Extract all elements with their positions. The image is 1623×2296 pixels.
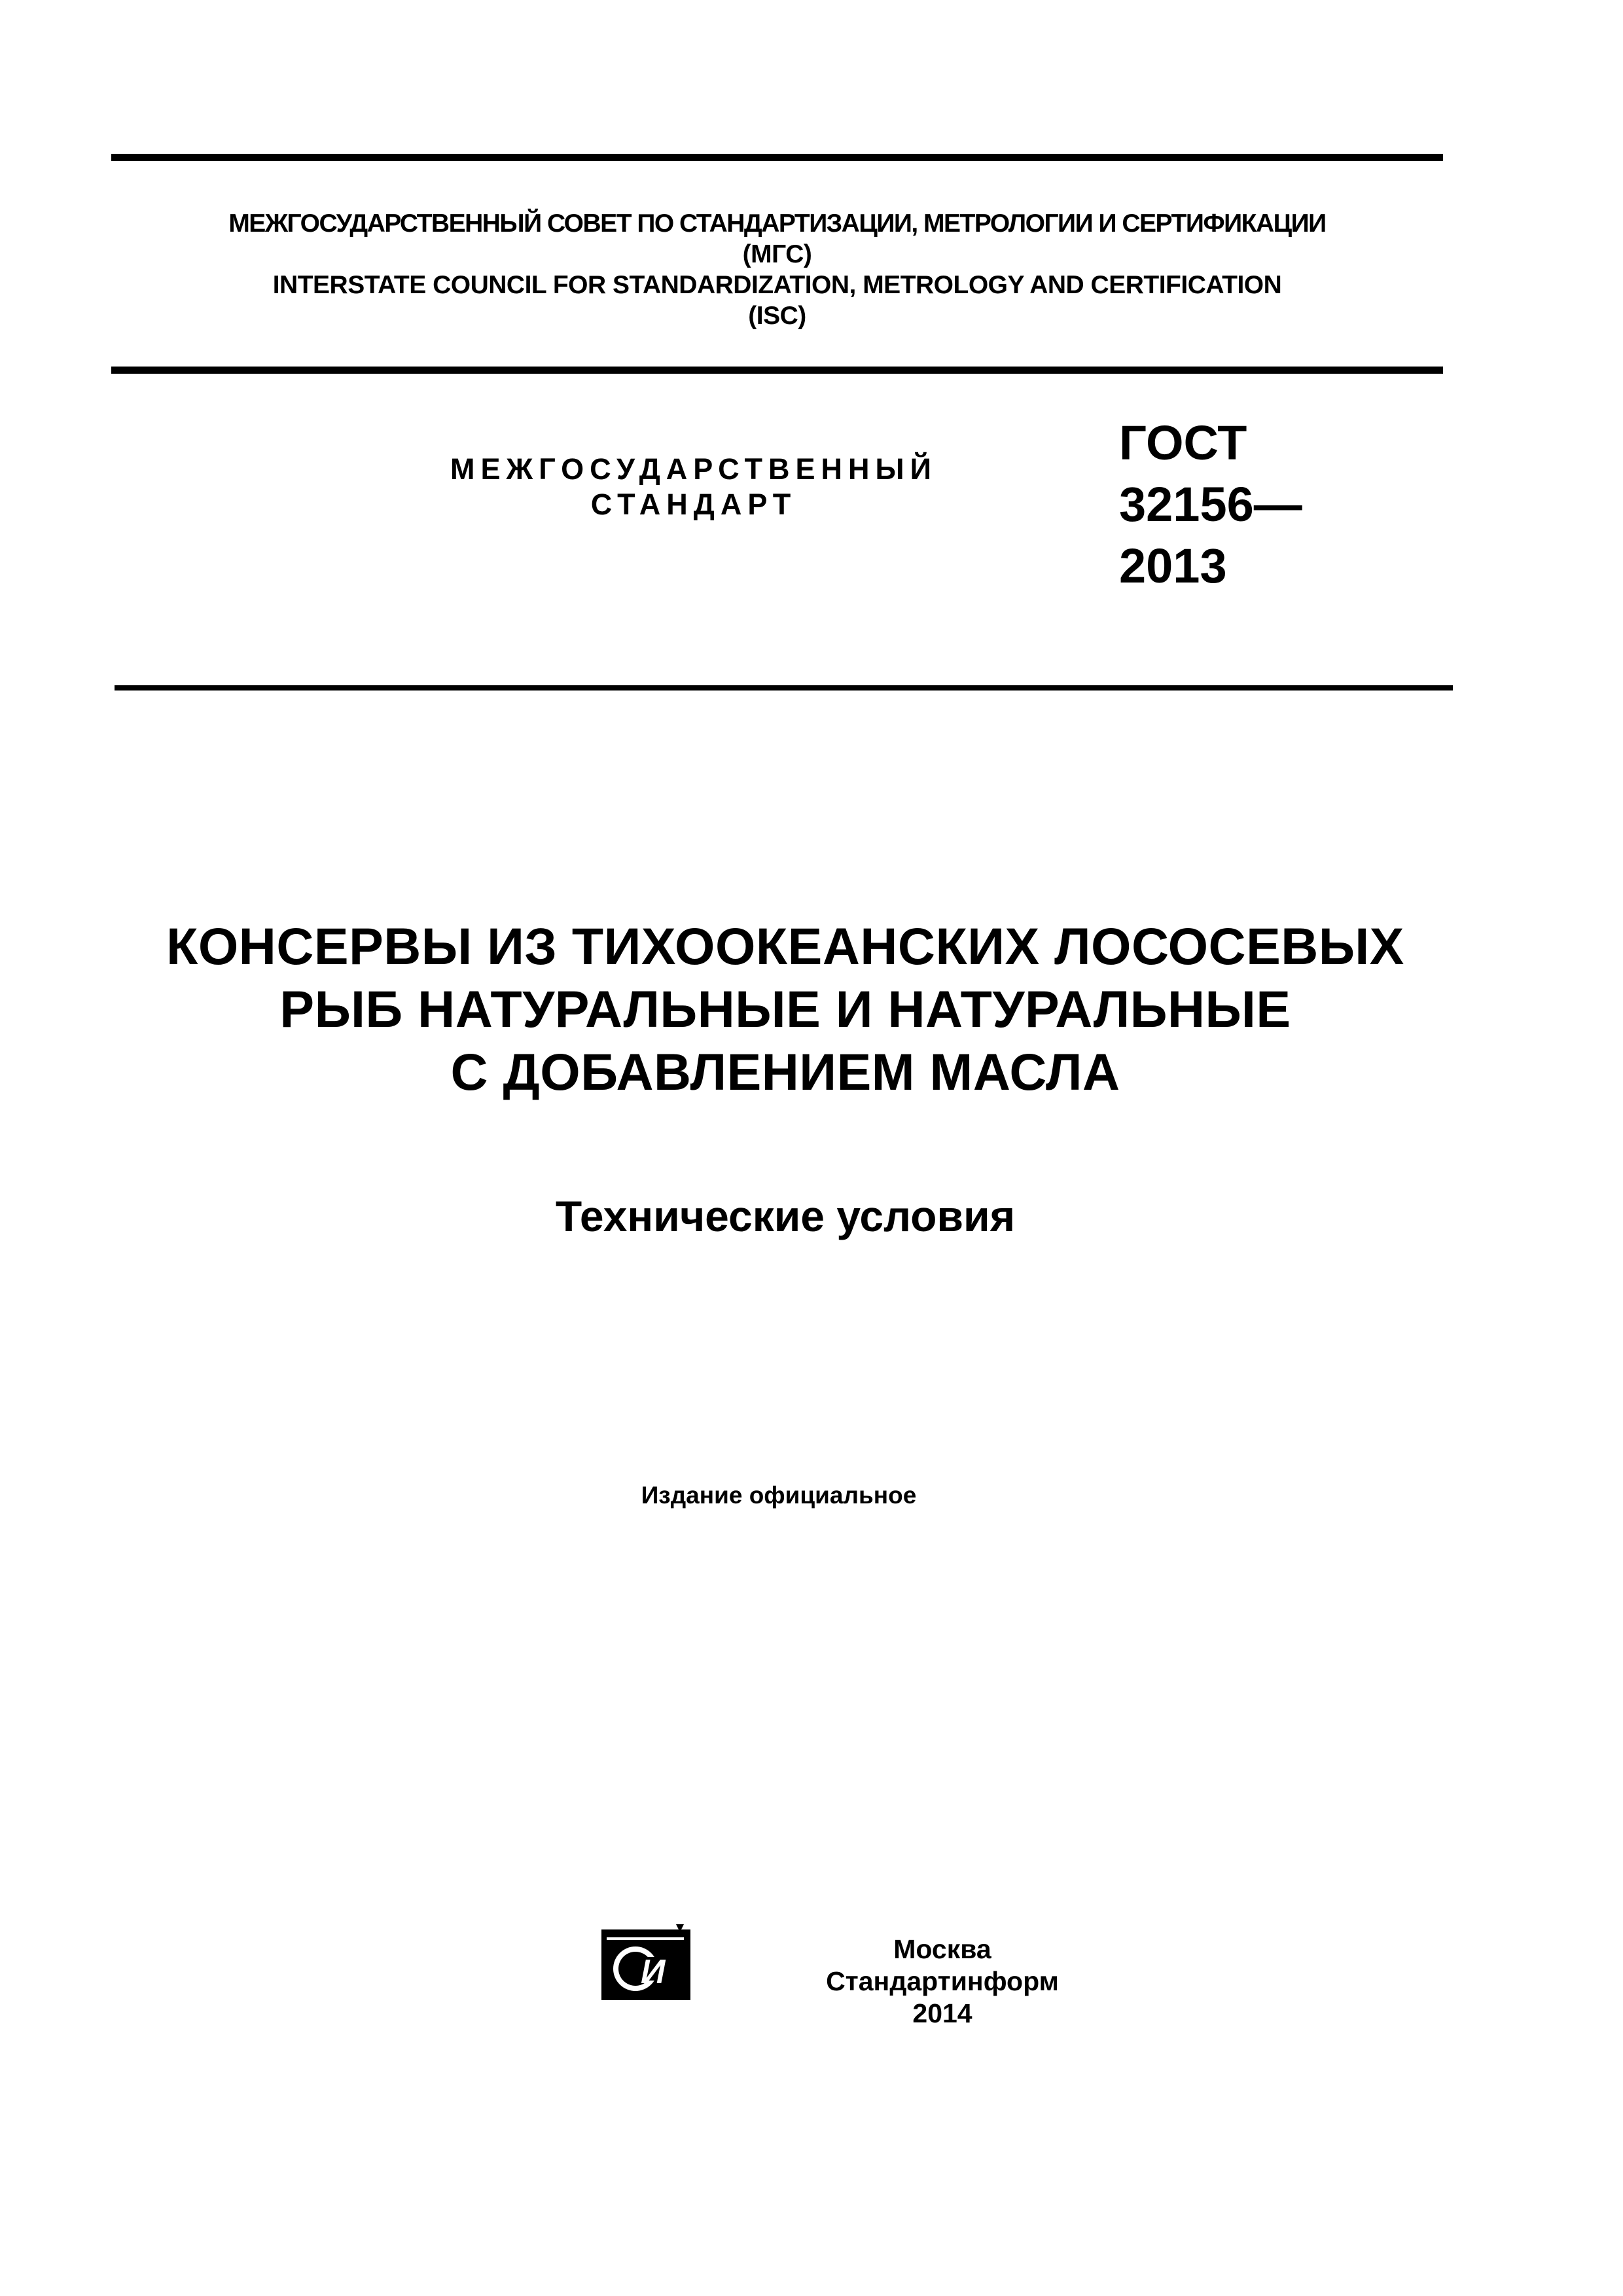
- publisher-year: 2014: [912, 1998, 972, 2028]
- publisher-block: [772, 1933, 1113, 2030]
- gost-number: 32156—: [1119, 477, 1302, 531]
- designation-rule: [115, 685, 1453, 691]
- header-bottom-rule: [111, 367, 1443, 374]
- council-name-ru: МЕЖГОСУДАРСТВЕННЫЙ СОВЕТ ПО СТАНДАРТИЗАЦИИ, МЕТРОЛОГИИ И СЕРТИФИКАЦИИ: [228, 209, 1326, 238]
- svg-text:И: И: [641, 1953, 666, 1991]
- edition-label: Издание официальное: [641, 1482, 917, 1509]
- council-abbr-en: (ISC): [748, 302, 806, 330]
- standard-kind-line2: СТАНДАРТ: [590, 488, 797, 521]
- document-subtitle: Технические условия: [555, 1192, 1016, 1240]
- council-abbr-ru: (МГС): [742, 240, 812, 268]
- publisher-name: Стандартинформ: [826, 1966, 1059, 1996]
- top-rule: [111, 154, 1443, 161]
- standard-kind-line1: МЕЖГОСУДАРСТВЕННЫЙ: [450, 452, 937, 486]
- gost-label: ГОСТ: [1119, 416, 1247, 470]
- document-title: [98, 915, 1472, 1103]
- title-line3: С ДОБАВЛЕНИЕМ МАСЛА: [450, 1043, 1120, 1101]
- standartinform-logo-icon: [597, 1923, 694, 2003]
- council-header: [111, 208, 1443, 331]
- publisher-city: Москва: [893, 1934, 991, 1964]
- title-line2: РЫБ НАТУРАЛЬНЫЕ И НАТУРАЛЬНЫЕ: [279, 980, 1291, 1038]
- gost-designation: [1119, 412, 1394, 597]
- gost-year: 2013: [1119, 539, 1227, 593]
- council-name-en: INTERSTATE COUNCIL FOR STANDARDIZATION, METROLOGY AND CERTIFICATION: [272, 271, 1282, 299]
- title-line1: КОНСЕРВЫ ИЗ ТИХООКЕАНСКИХ ЛОСОСЕВЫХ: [166, 917, 1404, 975]
- standard-kind: [366, 452, 1021, 522]
